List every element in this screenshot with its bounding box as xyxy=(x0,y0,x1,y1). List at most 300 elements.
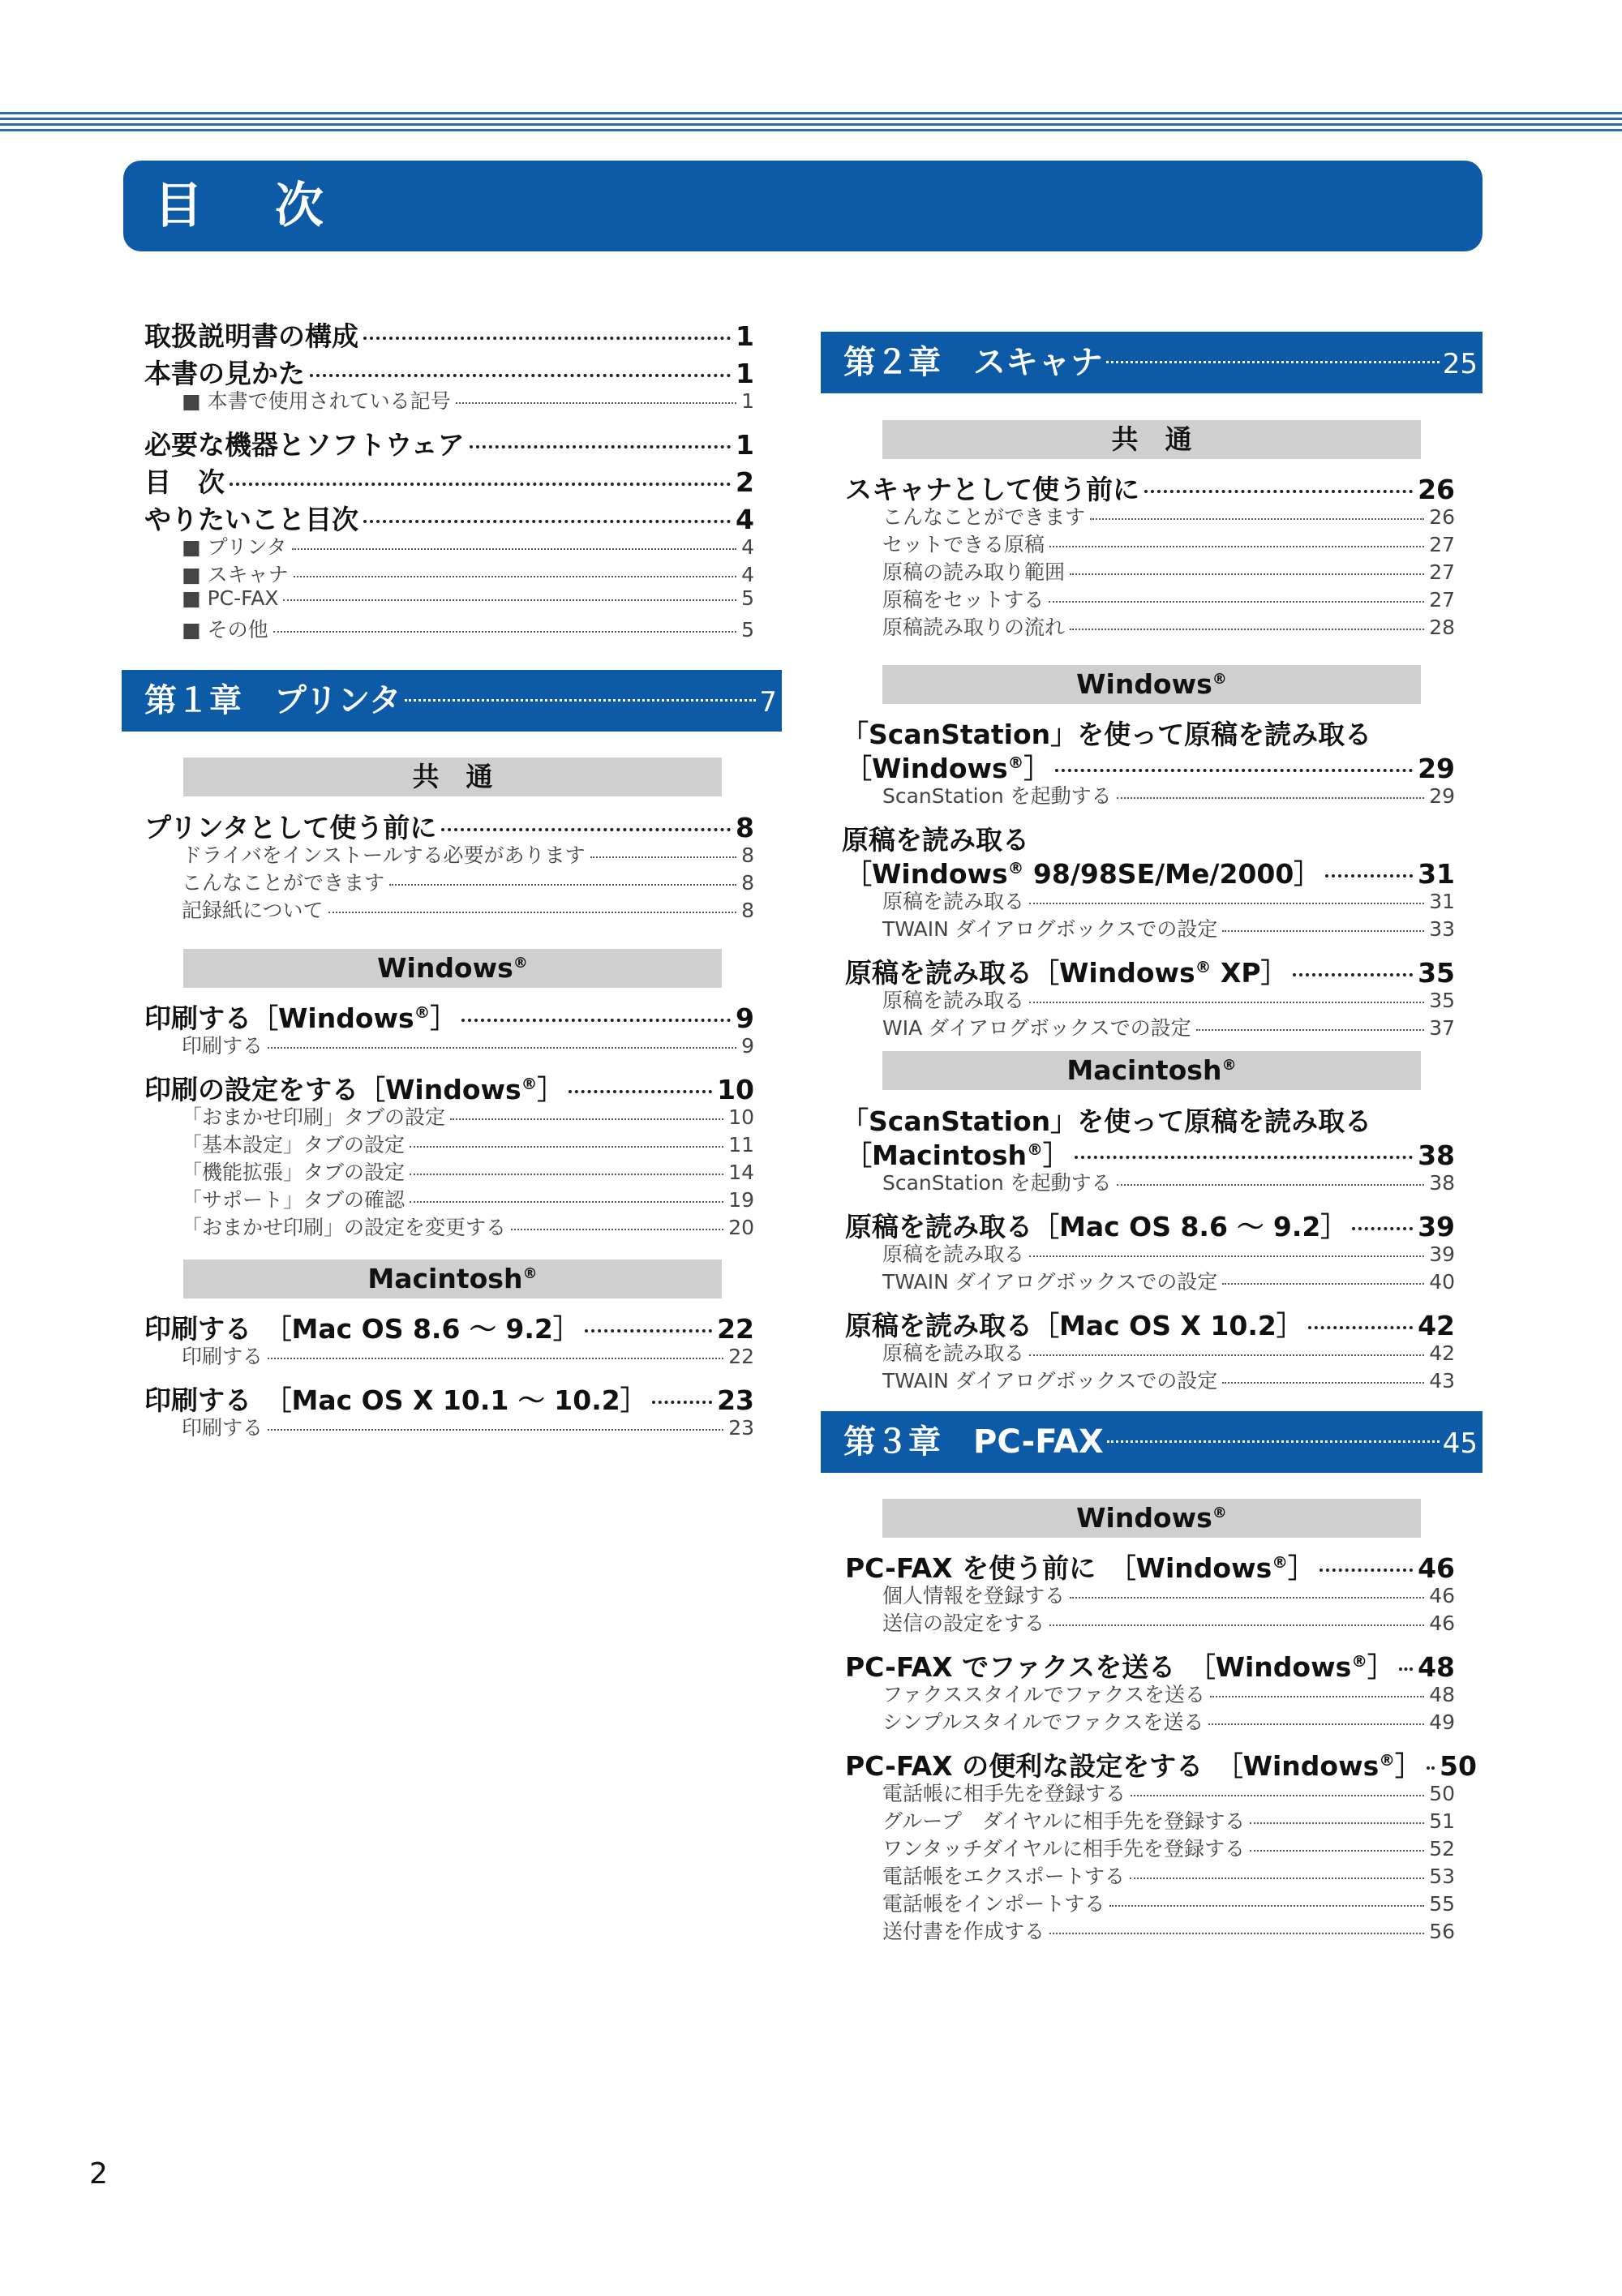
dot-leader xyxy=(1070,1597,1424,1599)
toc-entry-page: 50 xyxy=(1440,1750,1477,1782)
toc-entry-page: 22 xyxy=(717,1313,754,1345)
toc-entry-page: 50 xyxy=(1429,1782,1455,1805)
toc-entry[interactable] xyxy=(144,424,754,462)
dot-leader xyxy=(1196,1029,1425,1031)
registered-mark: ® xyxy=(522,1265,538,1282)
registered-mark: ® xyxy=(1221,1057,1237,1074)
toc-entry-page: 39 xyxy=(1418,1211,1455,1242)
toc-sub-entry[interactable] xyxy=(882,1238,1455,1268)
toc-entry-label-text: ■ 本書で使用されている記号 xyxy=(182,389,451,413)
dot-leader xyxy=(1107,1440,1440,1443)
dot-leader xyxy=(1029,903,1424,904)
toc-entry-label xyxy=(182,1184,405,1213)
toc-entry-line1[interactable]: 「ScanStation」を使って原稿を読み取る xyxy=(842,1105,1372,1137)
toc-sub-entry[interactable] xyxy=(882,1167,1455,1196)
toc-entry-label-text: TWAIN ダイアログボックスでの設定 xyxy=(882,1369,1218,1393)
toc-entry-label-text: 印刷する xyxy=(182,1034,264,1058)
registered-mark: ® xyxy=(414,1003,431,1022)
toc-entry-label-end: ］ xyxy=(1042,1139,1070,1171)
toc-entry-label xyxy=(882,1580,1065,1609)
toc-entry-label-text: こんなことができます xyxy=(182,871,385,895)
dot-leader xyxy=(1049,1933,1424,1934)
dot-leader xyxy=(1210,1696,1424,1697)
toc-entry-label-text: ワンタッチダイヤルに相手先を登録する xyxy=(882,1837,1246,1860)
dot-leader xyxy=(1029,1002,1424,1003)
toc-entry-label xyxy=(882,1833,1245,1862)
dot-leader xyxy=(1109,1905,1424,1907)
registered-mark: ® xyxy=(1007,753,1024,772)
toc-entry-page: 26 xyxy=(1429,505,1455,529)
dot-leader xyxy=(1319,1569,1413,1572)
dot-leader xyxy=(1070,573,1424,575)
toc-entry-label-text: WIA ダイアログボックスでの設定 xyxy=(882,1016,1191,1040)
toc-entry-label-text: ［Macintosh xyxy=(845,1139,1028,1171)
chapter-heading[interactable] xyxy=(122,670,782,732)
registered-mark: ® xyxy=(513,955,528,972)
toc-entry-label xyxy=(882,1167,1112,1196)
toc-sub-entry[interactable] xyxy=(882,886,1455,915)
toc-entry-page: 29 xyxy=(1418,753,1455,784)
toc-entry-label-text: ■ スキャナ xyxy=(182,563,289,586)
toc-entry-label xyxy=(882,1266,1217,1295)
toc-entry-page: 38 xyxy=(1418,1139,1455,1171)
toc-entry-page: 2 xyxy=(736,466,754,498)
dot-leader xyxy=(1131,1795,1424,1796)
dot-leader xyxy=(268,1358,723,1359)
toc-entry-label-text: 印刷の設定をする［Windows xyxy=(144,1074,521,1105)
chapter-title: 第３章 PC-FAX xyxy=(843,1423,1104,1461)
toc-sub-entry[interactable] xyxy=(882,612,1455,641)
toc-entry-label-text: PC-FAX の便利な設定をする ［Windows xyxy=(845,1750,1380,1782)
toc-entry-label-text: 原稿を読み取る［Windows xyxy=(845,957,1195,989)
registered-mark: ® xyxy=(1272,1553,1288,1572)
toc-entry-label-text: 原稿を読み取る［Mac OS 8.6 ～ 9.2］ xyxy=(845,1211,1348,1242)
toc-entry-label xyxy=(882,985,1024,1014)
toc-entry-label-text: 個人情報を登録する xyxy=(882,1584,1066,1607)
section-heading-text: Windows xyxy=(1076,668,1212,700)
page-title-band xyxy=(123,161,1483,251)
section-heading xyxy=(183,757,722,796)
chapter-page: 45 xyxy=(1442,1427,1478,1460)
toc-entry-page: 14 xyxy=(728,1161,754,1184)
toc-entry-page: 27 xyxy=(1429,588,1455,612)
toc-sub-entry[interactable] xyxy=(882,1607,1455,1637)
section-heading-text: Windows xyxy=(377,952,513,984)
dot-leader xyxy=(363,337,731,340)
toc-entry-page: 28 xyxy=(1429,616,1455,639)
toc-sub-entry[interactable] xyxy=(182,1157,754,1186)
toc-sub-entry[interactable] xyxy=(182,1412,754,1441)
dot-leader xyxy=(1106,361,1440,363)
toc-entry-page: 20 xyxy=(728,1216,754,1239)
toc-entry-label xyxy=(882,612,1065,641)
toc-entry-page: 39 xyxy=(1429,1242,1455,1266)
toc-entry-label-text: 電話帳に相手先を登録する xyxy=(882,1782,1126,1805)
registered-mark: ® xyxy=(1027,1140,1043,1159)
toc-entry-page: 27 xyxy=(1429,560,1455,584)
toc-entry-page: 10 xyxy=(717,1074,754,1105)
toc-entry-page: 23 xyxy=(717,1384,754,1416)
toc-entry-page: 40 xyxy=(1429,1270,1455,1294)
toc-sub-entry[interactable] xyxy=(882,584,1455,613)
toc-entry-page: 9 xyxy=(736,1002,754,1034)
toc-sub-entry[interactable] xyxy=(882,913,1455,942)
page-number: 2 xyxy=(89,2157,108,2191)
toc-entry-label-text: 印刷する xyxy=(182,1416,264,1440)
toc-entry-page: 31 xyxy=(1429,890,1455,913)
toc-entry-label-text: ■ その他 xyxy=(182,618,268,642)
toc-sub-entry[interactable] xyxy=(882,1679,1455,1708)
toc-entry-page: 31 xyxy=(1418,858,1455,890)
toc-entry-page: 42 xyxy=(1418,1310,1455,1341)
dot-leader xyxy=(1222,1382,1424,1384)
section-heading-text: Macintosh xyxy=(1066,1054,1222,1086)
toc-sub-entry[interactable] xyxy=(882,1012,1455,1041)
toc-sub-entry[interactable] xyxy=(182,586,754,610)
toc-entry-label-text: 「機能拡張」タブの設定 xyxy=(182,1161,406,1184)
toc-entry-page: 22 xyxy=(728,1345,754,1368)
toc-entry-page: 55 xyxy=(1429,1892,1455,1916)
toc-entry-page: 53 xyxy=(1429,1865,1455,1888)
chapter-heading[interactable] xyxy=(821,332,1483,393)
toc-entry-label xyxy=(882,886,1024,915)
dot-leader xyxy=(1308,1326,1413,1329)
toc-entry-page: 51 xyxy=(1429,1809,1455,1833)
toc-entry[interactable] xyxy=(144,315,754,354)
toc-entry-label-text: こんなことができます xyxy=(882,505,1086,529)
toc-entry-label xyxy=(882,1607,1045,1637)
toc-entry-page: 29 xyxy=(1429,784,1455,808)
toc-sub-entry[interactable] xyxy=(882,1706,1455,1736)
dot-leader xyxy=(1293,973,1414,976)
chapter-page: 25 xyxy=(1442,348,1478,380)
toc-sub-entry[interactable] xyxy=(882,1337,1455,1367)
toc-sub-entry[interactable] xyxy=(182,1030,754,1059)
toc-entry-label-text: ドライバをインストールする必要があります xyxy=(182,843,586,867)
toc-sub-entry[interactable] xyxy=(182,867,754,896)
chapter-page: 7 xyxy=(759,686,777,719)
toc-entry-label xyxy=(182,586,278,610)
toc-entry-page: 46 xyxy=(1418,1552,1455,1584)
toc-entry-label-text: 原稿の読み取り範囲 xyxy=(882,560,1066,584)
dot-leader xyxy=(1325,874,1413,878)
toc-entry-label-text: ［Windows xyxy=(845,858,1008,890)
dot-leader xyxy=(1130,1878,1424,1879)
toc-sub-entry[interactable] xyxy=(182,614,754,643)
toc-entry-label xyxy=(882,1805,1245,1835)
dot-leader xyxy=(268,1047,736,1049)
dot-leader xyxy=(1352,1227,1413,1230)
toc-entry-page: 5 xyxy=(741,618,754,642)
toc-entry-page: 46 xyxy=(1429,1611,1455,1635)
toc-entry-page: 26 xyxy=(1418,474,1455,505)
dot-leader xyxy=(1250,1822,1424,1824)
toc-entry-label xyxy=(144,315,358,354)
dot-leader xyxy=(230,483,731,486)
registered-mark: ® xyxy=(1351,1652,1368,1671)
section-heading xyxy=(882,1051,1421,1090)
toc-entry-label-end: 98/98SE/Me/2000］ xyxy=(1023,858,1321,890)
toc-sub-entry[interactable] xyxy=(882,1778,1455,1807)
toc-entry-label xyxy=(182,1157,405,1186)
toc-entry-label xyxy=(882,1888,1105,1917)
toc-entry-label-end: ］ xyxy=(1395,1750,1422,1782)
toc-entry-label-end: ］ xyxy=(430,1002,457,1034)
chapter-title: 第１章 プリンタ xyxy=(144,682,401,719)
toc-entry-label xyxy=(882,529,1045,558)
toc-entry-label xyxy=(882,1012,1191,1041)
dot-leader xyxy=(1222,1283,1424,1285)
toc-entry-label xyxy=(182,559,289,588)
dot-leader xyxy=(1029,1255,1424,1257)
toc-entry-label-text: 印刷する ［Mac OS X 10.1 ～ 10.2］ xyxy=(144,1384,647,1416)
dot-leader xyxy=(441,828,731,831)
toc-sub-entry[interactable] xyxy=(882,780,1455,809)
toc-sub-entry[interactable] xyxy=(182,839,754,869)
toc-entry-page: 43 xyxy=(1429,1369,1455,1393)
toc-entry-page: 33 xyxy=(1429,917,1455,941)
toc-entry-label xyxy=(882,556,1065,586)
toc-sub-entry[interactable] xyxy=(882,1365,1455,1394)
toc-sub-entry[interactable] xyxy=(182,1341,754,1370)
toc-sub-entry[interactable] xyxy=(882,1266,1455,1295)
toc-sub-entry[interactable] xyxy=(882,1916,1455,1945)
toc-entry-label-text: ［Windows xyxy=(845,753,1008,784)
dot-leader xyxy=(310,374,731,377)
toc-entry-label-text: 本書の見かた xyxy=(144,358,305,389)
toc-entry-label-text: スキャナとして使う前に xyxy=(845,474,1139,505)
dot-leader xyxy=(1090,518,1424,520)
dot-leader xyxy=(292,548,737,550)
toc-sub-entry[interactable] xyxy=(182,1101,754,1131)
dot-leader xyxy=(405,699,757,702)
toc-entry-label-text: 取扱説明書の構成 xyxy=(144,320,358,352)
toc-entry-page: 4 xyxy=(741,535,754,559)
toc-sub-entry[interactable] xyxy=(182,559,754,588)
toc-sub-entry[interactable] xyxy=(182,1129,754,1158)
registered-mark: ® xyxy=(1212,671,1227,688)
toc-entry-label-text: 原稿を読み取る xyxy=(882,1341,1025,1365)
toc-entry-label xyxy=(182,531,287,560)
toc-entry-page: 4 xyxy=(741,563,754,586)
toc-entry-label xyxy=(882,1337,1024,1367)
toc-entry-label xyxy=(882,780,1112,809)
toc-sub-entry[interactable] xyxy=(182,385,754,414)
dot-leader xyxy=(268,1429,723,1431)
toc-entry-page: 42 xyxy=(1429,1341,1455,1365)
toc-entry-label xyxy=(182,1030,263,1059)
toc-entry-page: 1 xyxy=(741,389,754,413)
toc-entry-label-text: TWAIN ダイアログボックスでの設定 xyxy=(882,1270,1218,1294)
toc-sub-entry[interactable] xyxy=(882,529,1455,558)
toc-entry-page: 8 xyxy=(741,871,754,895)
registered-mark: ® xyxy=(1007,859,1024,878)
dot-leader xyxy=(410,1201,723,1203)
toc-entry-page: 35 xyxy=(1418,957,1455,989)
toc-sub-entry[interactable] xyxy=(882,556,1455,586)
toc-sub-entry[interactable] xyxy=(182,531,754,560)
toc-entry-page: 49 xyxy=(1429,1710,1455,1734)
toc-entry-label-text: 記録紙について xyxy=(182,899,324,922)
toc-entry-label xyxy=(182,1129,405,1158)
dot-leader xyxy=(1070,629,1424,630)
toc-sub-entry[interactable] xyxy=(882,1805,1455,1835)
dot-leader xyxy=(1117,1184,1425,1186)
toc-entry-label-text: 印刷する［Windows xyxy=(144,1002,414,1034)
toc-entry-label xyxy=(882,1778,1126,1807)
toc-entry-label-end: ］ xyxy=(1288,1552,1315,1584)
toc-entry-label-text: 送信の設定をする xyxy=(882,1611,1045,1635)
toc-sub-entry[interactable] xyxy=(882,1833,1455,1862)
toc-entry-page: 1 xyxy=(736,320,754,352)
dot-leader xyxy=(1399,1667,1413,1671)
toc-entry-label-text: 原稿をセットする xyxy=(882,588,1045,612)
toc-entry-label-text: PC-FAX でファクスを送る ［Windows xyxy=(845,1651,1352,1683)
toc-entry-label-text: ファクススタイルでファクスを送る xyxy=(882,1683,1206,1706)
toc-entry[interactable] xyxy=(144,461,754,500)
toc-sub-entry[interactable] xyxy=(882,1860,1455,1890)
section-heading xyxy=(183,949,722,988)
toc-entry-page: 5 xyxy=(741,586,754,610)
toc-entry-label xyxy=(182,614,268,643)
toc-entry-page: 8 xyxy=(736,812,754,843)
dot-leader xyxy=(585,1329,712,1333)
dot-leader xyxy=(511,1229,723,1230)
toc-sub-entry[interactable] xyxy=(882,985,1455,1014)
toc-entry-page: 37 xyxy=(1429,1016,1455,1040)
toc-entry-label-text: TWAIN ダイアログボックスでの設定 xyxy=(882,917,1218,941)
toc-sub-entry[interactable] xyxy=(882,1888,1455,1917)
toc-entry-label xyxy=(182,1341,263,1370)
toc-entry-label xyxy=(882,1706,1204,1736)
toc-entry-label-text: 「おまかせ印刷」タブの設定 xyxy=(182,1105,446,1129)
toc-entry-line1[interactable]: 「ScanStation」を使って原稿を読み取る xyxy=(842,719,1372,750)
header-rules xyxy=(0,112,1622,131)
toc-sub-entry[interactable] xyxy=(882,501,1455,530)
dot-leader xyxy=(590,856,737,858)
section-heading xyxy=(882,665,1421,704)
toc-entry-label xyxy=(182,385,451,414)
toc-entry-label xyxy=(882,913,1217,942)
dot-leader xyxy=(389,884,736,886)
toc-entry-label-text: グループ ダイヤルに相手先を登録する xyxy=(882,1809,1246,1833)
section-heading xyxy=(882,420,1421,459)
dot-leader xyxy=(363,520,731,523)
toc-sub-entry[interactable] xyxy=(182,895,754,924)
toc-entry-label-text: 原稿を読み取る［Mac OS X 10.2］ xyxy=(845,1310,1303,1341)
toc-entry-label-end: XP］ xyxy=(1211,957,1288,989)
dot-leader xyxy=(410,1146,723,1148)
toc-entry-page: 11 xyxy=(728,1133,754,1157)
toc-entry-label-text: 「サポート」タブの確認 xyxy=(182,1188,406,1212)
toc-entry-label xyxy=(882,501,1085,530)
dot-leader xyxy=(470,445,731,448)
toc-entry-label-text: 「おまかせ印刷」の設定を変更する xyxy=(182,1216,507,1239)
dot-leader xyxy=(1427,1766,1435,1770)
dot-leader xyxy=(456,402,737,404)
toc-entry-page: 10 xyxy=(728,1105,754,1129)
toc-entry-label xyxy=(182,839,586,869)
toc-entry-label xyxy=(882,1679,1205,1708)
dot-leader xyxy=(1250,1850,1424,1852)
toc-entry-label xyxy=(882,584,1044,613)
toc-entry-label xyxy=(182,1412,263,1441)
toc-entry-label xyxy=(882,1365,1217,1394)
dot-leader xyxy=(328,912,737,913)
dot-leader xyxy=(1144,490,1413,493)
chapter-heading[interactable] xyxy=(821,1411,1483,1473)
chapter-title: 第２章 スキャナ xyxy=(843,344,1103,381)
section-heading xyxy=(183,1260,722,1298)
section-heading-text: Windows xyxy=(1076,1502,1212,1534)
toc-entry-line1[interactable]: 原稿を読み取る xyxy=(842,824,1029,856)
dot-leader xyxy=(410,1174,723,1175)
toc-entry-label-text: PC-FAX を使う前に ［Windows xyxy=(845,1552,1272,1584)
toc-entry-page: 56 xyxy=(1429,1920,1455,1943)
section-heading-text: 共 通 xyxy=(412,761,493,792)
toc-entry-label-text: シンプルスタイルでファクスを送る xyxy=(882,1710,1204,1734)
toc-entry-label xyxy=(144,461,225,500)
toc-entry-page: 8 xyxy=(741,899,754,922)
toc-entry-label-text: 印刷する xyxy=(182,1345,264,1368)
toc-entry-page: 4 xyxy=(736,504,754,535)
toc-entry-label-text: 原稿を読み取る xyxy=(882,989,1025,1012)
toc-entry-page: 9 xyxy=(741,1034,754,1058)
toc-entry-label xyxy=(182,1101,445,1131)
toc-entry-label-text: プリンタとして使う前に xyxy=(144,812,437,843)
dot-leader xyxy=(1208,1723,1424,1725)
dot-leader xyxy=(283,599,736,601)
toc-entry-page: 19 xyxy=(728,1188,754,1212)
toc-sub-entry[interactable] xyxy=(882,1580,1455,1609)
toc-entry-label-text: セットできる原稿 xyxy=(882,533,1045,556)
toc-entry-label-text: 原稿を読み取る xyxy=(882,890,1025,913)
toc-entry-label xyxy=(144,424,465,462)
toc-entry-label-text: 目 次 xyxy=(144,466,225,498)
dot-leader xyxy=(461,1019,731,1022)
toc-entry-label-text: 必要な機器とソフトウェア xyxy=(144,429,465,461)
toc-entry-label-text: ScanStation を起動する xyxy=(882,1171,1112,1195)
toc-entry-label-end: ］ xyxy=(537,1074,564,1105)
toc-entry-label xyxy=(182,1212,506,1241)
dot-leader xyxy=(1075,1156,1413,1159)
dot-leader xyxy=(1117,797,1425,799)
toc-entry-label-text: 送付書を作成する xyxy=(882,1920,1045,1943)
section-heading-text: 共 通 xyxy=(1111,423,1192,455)
toc-sub-entry[interactable] xyxy=(182,1184,754,1213)
toc-entry-label xyxy=(882,1238,1024,1268)
toc-entry-page: 52 xyxy=(1429,1837,1455,1860)
toc-entry-label-text: 電話帳をエクスポートする xyxy=(882,1865,1126,1888)
toc-entry-page: 38 xyxy=(1429,1171,1455,1195)
dot-leader xyxy=(1049,601,1424,603)
toc-entry-page: 1 xyxy=(736,429,754,461)
toc-entry-label-end: ］ xyxy=(1367,1651,1395,1683)
toc-entry-page: 35 xyxy=(1429,989,1455,1012)
toc-entry-label-text: 原稿を読み取る xyxy=(882,1242,1025,1266)
toc-entry-label-end: ］ xyxy=(1023,753,1051,784)
toc-entry-label xyxy=(882,1860,1125,1890)
dot-leader xyxy=(652,1401,712,1404)
toc-entry-label-text: ■ PC-FAX xyxy=(182,586,279,610)
toc-sub-entry[interactable] xyxy=(182,1212,754,1241)
page-title: 目 次 xyxy=(154,178,351,234)
toc-entry-page: 27 xyxy=(1429,533,1455,556)
toc-entry-label-text: 原稿読み取りの流れ xyxy=(882,616,1066,639)
dot-leader xyxy=(450,1118,723,1120)
dot-leader xyxy=(1029,1354,1424,1356)
toc-entry-label-text: やりたいこと目次 xyxy=(144,504,358,535)
